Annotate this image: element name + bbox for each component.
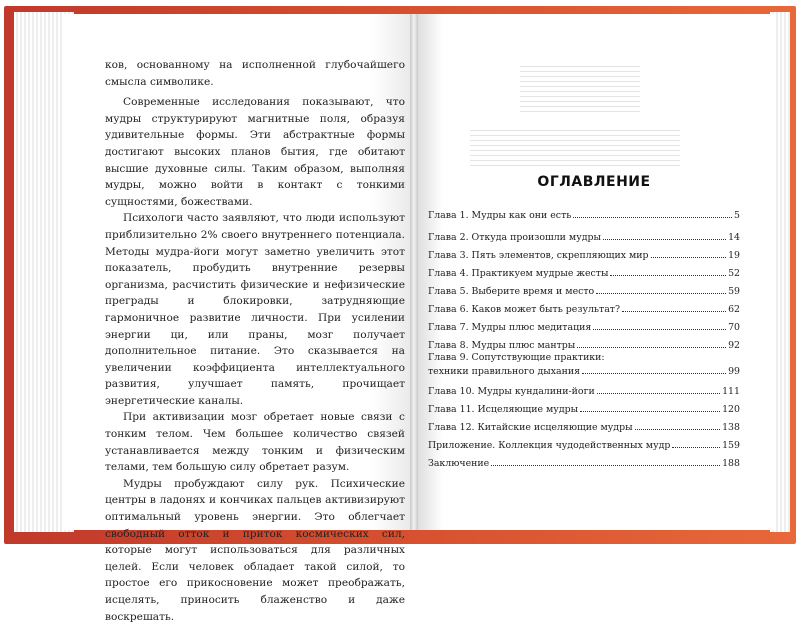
toc-entry-page: 19 [728,250,740,261]
paragraph: Психологи часто заявляют, что люди используют приблизительно 2% своего внутреннего потенциала. Методы мудра-йоги могут заметно увеличить этот показатель, пробудить внутренние резервы организма, расчистить физические и нефизические преграды и блокировки, затрудняющие гармоничное развитие личности. При усилении энергии ци, или праны, мозг получает дополнительное питание. Это сказывается на увеличении коэффициента интеллектуального развития, улучшает память, прочищает энергетические каналы. [105,212,405,407]
toc-entry [428,364,740,377]
toc-entry-page: 62 [728,304,740,315]
toc-entry-page: 138 [722,422,740,433]
toc-entry-label: Заключение [428,458,490,469]
toc-leader [577,347,726,348]
toc-entry [428,302,740,315]
toc-leader [672,447,720,448]
toc-leader [603,239,726,240]
toc-entry [428,384,740,397]
toc-entry [428,320,740,333]
toc-entry-label: Глава 3. Пять элементов, скрепляющих мир [428,250,649,261]
toc-entry-page: 14 [728,232,740,243]
toc-entry-label: Глава 2. Откуда произошли мудры [428,232,601,243]
toc-entry-page: 5 [734,210,740,221]
toc-entry [428,230,740,243]
toc-entry-label: Глава 10. Мудры кундалини-йоги [428,386,595,397]
toc-entry-page: 59 [728,286,740,297]
toc-entry [428,284,740,297]
show-through-text [470,130,680,166]
toc-entry [428,402,740,415]
toc-entry-label: Глава 4. Практикуем мудрые жесты [428,268,609,279]
book-gutter [410,14,418,530]
toc-entry-label: Приложение. Коллекция чудодейственных мудр [428,440,671,451]
toc-leader [580,411,720,412]
toc-entry [428,248,740,261]
toc-entry-label: Глава 6. Каков может быть результат? [428,304,621,315]
toc-leader [596,293,726,294]
paragraph: При активизации мозг обретает новые связи с тонким телом. Чем большее количество связей устанавливается между тонким и физическим телами, тем большую силу обретает разум. [105,411,405,474]
toc-entry-page: 92 [728,340,740,351]
toc-entry-label: Глава 11. Исцеляющие мудры [428,404,579,415]
toc-title: ОГЛАВЛЕНИЕ [537,174,651,190]
toc-entry-label: Глава 7. Мудры плюс медитация [428,322,592,333]
toc-leader [622,311,726,312]
toc-leader [610,275,726,276]
toc-leader [573,217,732,218]
toc-entry [428,338,740,351]
toc-entry-label: Глава 8. Мудры плюс мантры [428,340,576,351]
left-page-body [105,57,405,625]
toc-entry-page: 159 [722,440,740,451]
toc-entry-page: 111 [722,386,740,397]
toc-entry-page: 99 [728,366,740,377]
toc-entry-label: Глава 9. Сопутствующие практики: [428,352,605,363]
toc-entry-label: Глава 5. Выберите время и место [428,286,595,297]
toc-entry-page: 52 [728,268,740,279]
toc-entry-label: Глава 1. Мудры как они есть [428,210,572,221]
toc-leader [593,329,726,330]
toc-entry [428,456,740,469]
toc-entry [428,438,740,451]
paragraph: ков, основанному на исполненной глубочайшего смысла символике. [105,59,405,88]
toc-entry-page: 120 [722,404,740,415]
paragraph: Мудры пробуждают силу рук. Психические центры в ладонях и кончиках пальцев активизируют оптимальный уровень энергии. Это облегчает свободный отток и приток космических сил, которые могут использоваться для различных целей. Если человек обладает такой силой, то простое его прикосновение может преображать, исцелять, приносить блаженство и даже воскрешать. [105,477,405,623]
toc-entry [428,208,740,221]
toc-leader [582,373,726,374]
toc-entry-label-continued: техники правильного дыхания [428,366,580,377]
toc-entry-page: 188 [722,458,740,469]
toc-entry-label: Глава 12. Китайские исцеляющие мудры [428,422,633,433]
toc-entry [428,420,740,433]
toc-entry [428,266,740,279]
toc-leader [651,257,727,258]
toc-entry-page: 70 [728,322,740,333]
paragraph: Современные исследования показывают, что мудры структурируют магнитные поля, образуя удивительные формы. Эти абстрактные формы достигают высоких планов бытия, где обитают высшие духовные силы. Таким образом, выполняя мудры, можно войти в контакт с тонкими сущностями, божествами. [105,96,405,208]
toc-leader [597,393,720,394]
toc-leader [635,429,721,430]
show-through-text [520,66,640,116]
toc-leader [491,465,720,466]
